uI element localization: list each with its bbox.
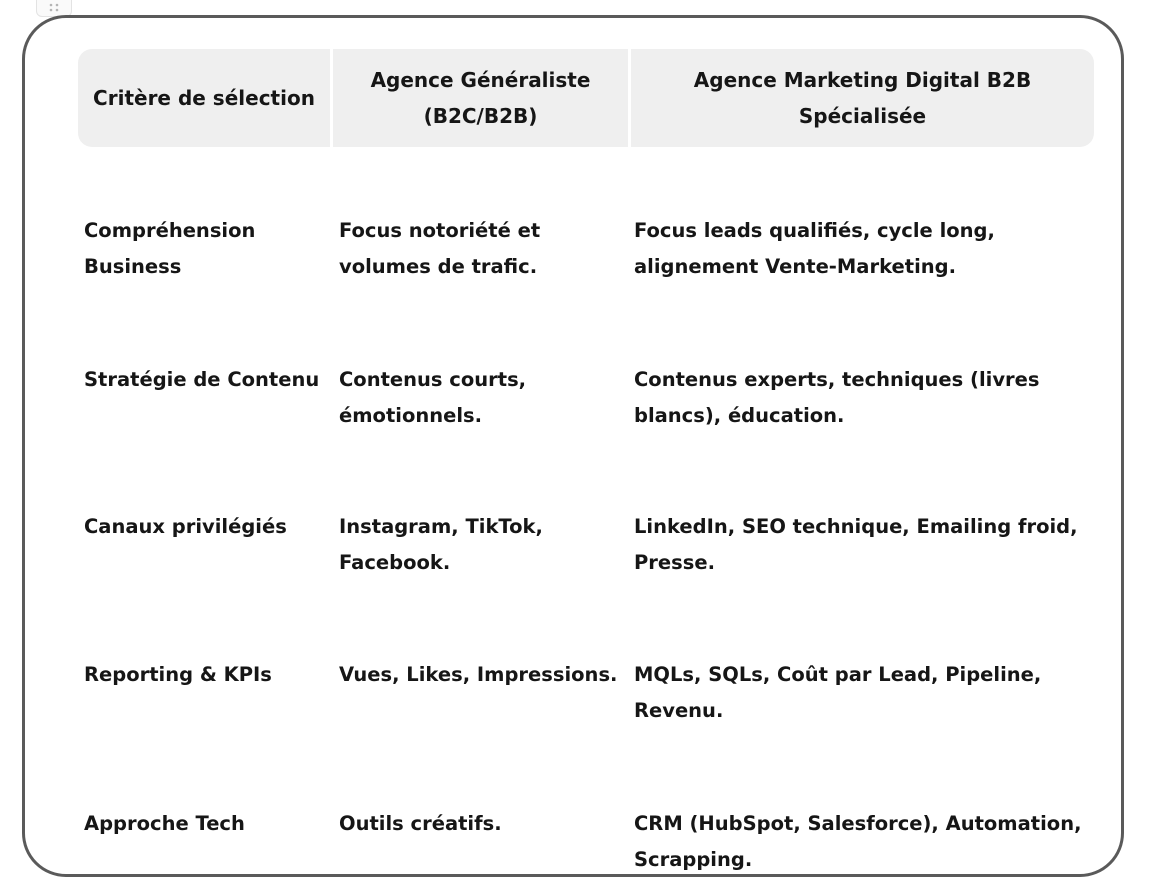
generalist-cell: Contenus courts, émotionnels. [339, 368, 527, 427]
specialist-cell: Focus leads qualifiés, cycle long, alignement Vente-Marketing. [634, 219, 995, 278]
criterion-cell: Reporting & KPIs [84, 663, 272, 686]
table-row [78, 213, 1094, 285]
comparison-card [22, 15, 1124, 877]
criterion-cell: Stratégie de Contenu [84, 368, 320, 391]
specialist-cell: CRM (HubSpot, Salesforce), Automation, Scrapping. [634, 812, 1082, 871]
generalist-cell: Focus notoriété et volumes de trafic. [339, 219, 541, 278]
criterion-cell: Compréhension Business [84, 219, 256, 278]
table-row [78, 806, 1094, 877]
table-row [78, 362, 1094, 434]
generalist-cell: Instagram, TikTok, Facebook. [339, 515, 543, 574]
header-specialized-agency: Agence Marketing Digital B2B Spécialisée [628, 49, 1094, 147]
generalist-cell: Vues, Likes, Impressions. [339, 663, 618, 686]
drag-dots-icon [48, 3, 60, 13]
specialist-cell: MQLs, SQLs, Coût par Lead, Pipeline, Revenu. [634, 663, 1042, 722]
header-generalist-agency: Agence Généraliste (B2C/B2B) [330, 49, 628, 147]
table-header-row [78, 49, 1094, 147]
criterion-cell: Approche Tech [84, 812, 245, 835]
generalist-cell: Outils créatifs. [339, 812, 502, 835]
table-row [78, 657, 1094, 729]
specialist-cell: Contenus experts, techniques (livres blancs), éducation. [634, 368, 1040, 427]
table-row [78, 509, 1094, 581]
header-criterion: Critère de sélection [78, 49, 330, 147]
criterion-cell: Canaux privilégiés [84, 515, 287, 538]
comparison-table [78, 49, 1094, 877]
specialist-cell: LinkedIn, SEO technique, Emailing froid, Presse. [634, 515, 1078, 574]
